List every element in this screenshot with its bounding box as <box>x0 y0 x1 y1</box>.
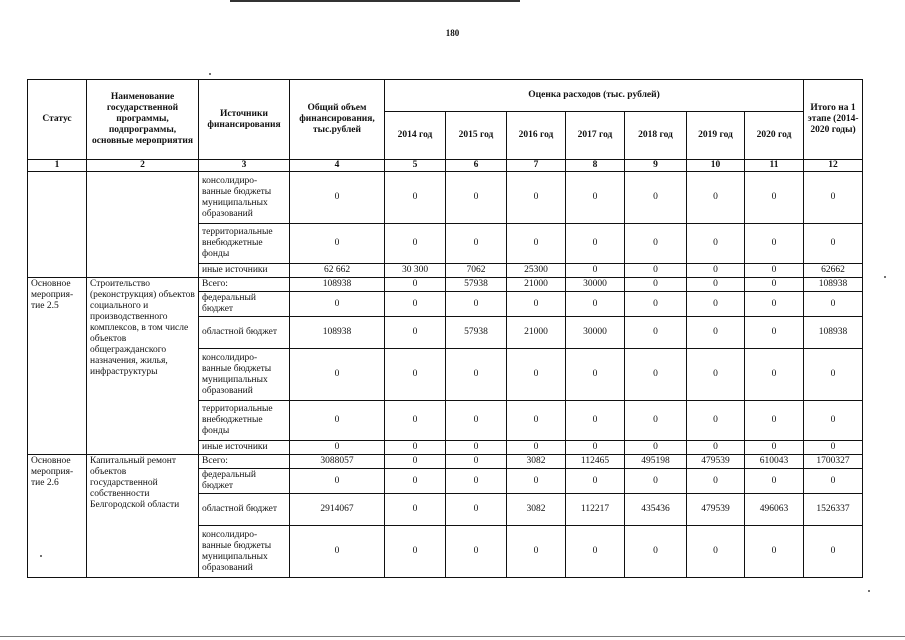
value-cell: 0 <box>566 349 625 401</box>
value-cell: 0 <box>745 469 804 494</box>
value-cell: 0 <box>625 317 687 349</box>
value-cell: 0 <box>507 526 566 578</box>
value-cell: 0 <box>625 278 687 292</box>
value-cell: 0 <box>446 349 507 401</box>
value-cell: 0 <box>625 441 687 455</box>
value-cell: 0 <box>625 469 687 494</box>
value-cell: 0 <box>687 526 745 578</box>
value-cell: 0 <box>625 349 687 401</box>
header-total: Общий объем финансирования, тыс.рублей <box>290 80 385 160</box>
status-cell: Основное мероприя-тие 2.5 <box>28 278 87 455</box>
value-cell: 57938 <box>446 278 507 292</box>
value-cell: 0 <box>625 264 687 278</box>
value-cell: 0 <box>804 441 863 455</box>
value-cell: 7062 <box>446 264 507 278</box>
value-cell: 112217 <box>566 494 625 526</box>
value-cell: 0 <box>566 224 625 264</box>
value-cell: 25300 <box>507 264 566 278</box>
value-cell: 2914067 <box>290 494 385 526</box>
value-cell: 30000 <box>566 317 625 349</box>
value-cell: 0 <box>745 224 804 264</box>
value-cell: 108938 <box>290 317 385 349</box>
value-cell: 30 300 <box>385 264 446 278</box>
value-cell: 0 <box>446 441 507 455</box>
value-cell: 0 <box>687 441 745 455</box>
column-number: 8 <box>566 160 625 172</box>
column-number: 3 <box>199 160 290 172</box>
value-cell: 62 662 <box>290 264 385 278</box>
value-cell: 0 <box>566 264 625 278</box>
header-year: 2019 год <box>687 112 745 160</box>
source-cell: областной бюджет <box>199 494 290 526</box>
value-cell: 0 <box>625 526 687 578</box>
value-cell: 0 <box>745 317 804 349</box>
value-cell: 0 <box>745 441 804 455</box>
value-cell: 0 <box>290 172 385 224</box>
value-cell: 0 <box>385 526 446 578</box>
value-cell: 0 <box>290 224 385 264</box>
program-cell: Строительство (реконструкция) объектов социального и производственного комплексов, в том числе объектов общегражданского назначения, жилья, инфраструктуры <box>87 278 199 455</box>
value-cell: 0 <box>745 349 804 401</box>
value-cell: 0 <box>687 224 745 264</box>
source-cell: иные источники <box>199 264 290 278</box>
value-cell: 0 <box>566 172 625 224</box>
column-number: 10 <box>687 160 745 172</box>
header-year: 2018 год <box>625 112 687 160</box>
value-cell: 0 <box>625 172 687 224</box>
value-cell: 0 <box>804 172 863 224</box>
column-number: 12 <box>804 160 863 172</box>
value-cell: 435436 <box>625 494 687 526</box>
value-cell: 62662 <box>804 264 863 278</box>
value-cell: 0 <box>566 292 625 317</box>
column-number-row <box>28 160 863 172</box>
value-cell: 0 <box>745 401 804 441</box>
value-cell: 0 <box>446 526 507 578</box>
value-cell: 0 <box>507 469 566 494</box>
value-cell: 0 <box>804 526 863 578</box>
table-row <box>28 172 863 224</box>
value-cell: 0 <box>446 172 507 224</box>
column-number: 5 <box>385 160 446 172</box>
value-cell: 1700327 <box>804 455 863 469</box>
program-cell <box>87 172 199 278</box>
scan-speck <box>868 590 870 592</box>
column-number: 6 <box>446 160 507 172</box>
value-cell: 112465 <box>566 455 625 469</box>
value-cell: 0 <box>385 455 446 469</box>
value-cell: 0 <box>290 469 385 494</box>
value-cell: 0 <box>625 401 687 441</box>
value-cell: 57938 <box>446 317 507 349</box>
value-cell: 0 <box>804 292 863 317</box>
value-cell: 0 <box>385 469 446 494</box>
value-cell: 0 <box>290 401 385 441</box>
value-cell: 0 <box>290 349 385 401</box>
value-cell: 0 <box>687 264 745 278</box>
value-cell: 0 <box>385 349 446 401</box>
scan-speck <box>884 276 886 278</box>
value-cell: 0 <box>385 441 446 455</box>
value-cell: 1526337 <box>804 494 863 526</box>
value-cell: 0 <box>507 292 566 317</box>
source-cell: консолидиро-ванные бюджеты муниципальных образований <box>199 349 290 401</box>
value-cell: 0 <box>804 224 863 264</box>
value-cell: 0 <box>625 292 687 317</box>
header-year: 2014 год <box>385 112 446 160</box>
scan-speck <box>40 555 42 557</box>
value-cell: 0 <box>446 494 507 526</box>
value-cell: 3088057 <box>290 455 385 469</box>
value-cell: 0 <box>385 172 446 224</box>
value-cell: 108938 <box>804 278 863 292</box>
value-cell: 0 <box>566 441 625 455</box>
column-number: 9 <box>625 160 687 172</box>
value-cell: 21000 <box>507 317 566 349</box>
source-cell: территориальные внебюджетные фонды <box>199 224 290 264</box>
value-cell: 0 <box>687 469 745 494</box>
header-status: Статус <box>28 80 87 160</box>
value-cell: 0 <box>385 278 446 292</box>
value-cell: 0 <box>385 292 446 317</box>
source-cell: федеральный бюджет <box>199 292 290 317</box>
value-cell: 0 <box>745 278 804 292</box>
source-cell: консолидиро-ванные бюджеты муниципальных образований <box>199 526 290 578</box>
value-cell: 0 <box>745 172 804 224</box>
value-cell: 0 <box>804 401 863 441</box>
source-cell: Всего: <box>199 455 290 469</box>
value-cell: 0 <box>290 292 385 317</box>
scan-edge-top <box>230 0 520 2</box>
table-row <box>28 278 863 292</box>
table-row <box>28 455 863 469</box>
program-cell: Капитальный ремонт объектов государственной собственности Белгородской области <box>87 455 199 578</box>
header-year: 2020 год <box>745 112 804 160</box>
value-cell: 610043 <box>745 455 804 469</box>
value-cell: 0 <box>687 349 745 401</box>
value-cell: 0 <box>507 172 566 224</box>
header-stage-total: Итого на 1 этапе (2014-2020 годы) <box>804 80 863 160</box>
value-cell: 0 <box>290 441 385 455</box>
value-cell: 0 <box>507 441 566 455</box>
value-cell: 0 <box>566 469 625 494</box>
value-cell: 0 <box>687 317 745 349</box>
value-cell: 0 <box>446 292 507 317</box>
value-cell: 0 <box>745 264 804 278</box>
column-number: 2 <box>87 160 199 172</box>
value-cell: 496063 <box>745 494 804 526</box>
source-cell: консолидиро-ванные бюджеты муниципальных образований <box>199 172 290 224</box>
column-number: 1 <box>28 160 87 172</box>
value-cell: 108938 <box>804 317 863 349</box>
value-cell: 0 <box>745 526 804 578</box>
value-cell: 0 <box>446 401 507 441</box>
header-year: 2016 год <box>507 112 566 160</box>
value-cell: 0 <box>566 401 625 441</box>
header-year: 2017 год <box>566 112 625 160</box>
source-cell: федеральный бюджет <box>199 469 290 494</box>
value-cell: 21000 <box>507 278 566 292</box>
value-cell: 0 <box>804 349 863 401</box>
header-program: Наименование государственной программы, подпрограммы, основные мероприятия <box>87 80 199 160</box>
scan-speck <box>209 73 211 75</box>
budget-table <box>27 79 863 578</box>
source-cell: Всего: <box>199 278 290 292</box>
value-cell: 0 <box>566 526 625 578</box>
value-cell: 0 <box>507 349 566 401</box>
value-cell: 0 <box>385 494 446 526</box>
status-cell: Основное мероприя-тие 2.6 <box>28 455 87 578</box>
value-cell: 0 <box>687 278 745 292</box>
value-cell: 0 <box>625 224 687 264</box>
value-cell: 0 <box>385 401 446 441</box>
source-cell: иные источники <box>199 441 290 455</box>
source-cell: областной бюджет <box>199 317 290 349</box>
value-cell: 0 <box>507 401 566 441</box>
value-cell: 0 <box>446 469 507 494</box>
source-cell: территориальные внебюджетные фонды <box>199 401 290 441</box>
value-cell: 479539 <box>687 455 745 469</box>
column-number: 4 <box>290 160 385 172</box>
value-cell: 0 <box>687 172 745 224</box>
status-cell <box>28 172 87 278</box>
value-cell: 495198 <box>625 455 687 469</box>
value-cell: 0 <box>290 526 385 578</box>
header-estimate: Оценка расходов (тыс. рублей) <box>385 80 804 112</box>
value-cell: 0 <box>687 401 745 441</box>
value-cell: 0 <box>507 224 566 264</box>
scan-edge-bottom <box>0 636 905 637</box>
header-year: 2015 год <box>446 112 507 160</box>
column-number: 11 <box>745 160 804 172</box>
value-cell: 479539 <box>687 494 745 526</box>
value-cell: 108938 <box>290 278 385 292</box>
value-cell: 0 <box>446 224 507 264</box>
value-cell: 0 <box>745 292 804 317</box>
value-cell: 0 <box>687 292 745 317</box>
value-cell: 30000 <box>566 278 625 292</box>
page-number: 180 <box>445 28 460 38</box>
value-cell: 0 <box>446 455 507 469</box>
value-cell: 3082 <box>507 494 566 526</box>
value-cell: 3082 <box>507 455 566 469</box>
value-cell: 0 <box>385 224 446 264</box>
header-sources: Источники финансирования <box>199 80 290 160</box>
column-number: 7 <box>507 160 566 172</box>
value-cell: 0 <box>385 317 446 349</box>
value-cell: 0 <box>804 469 863 494</box>
